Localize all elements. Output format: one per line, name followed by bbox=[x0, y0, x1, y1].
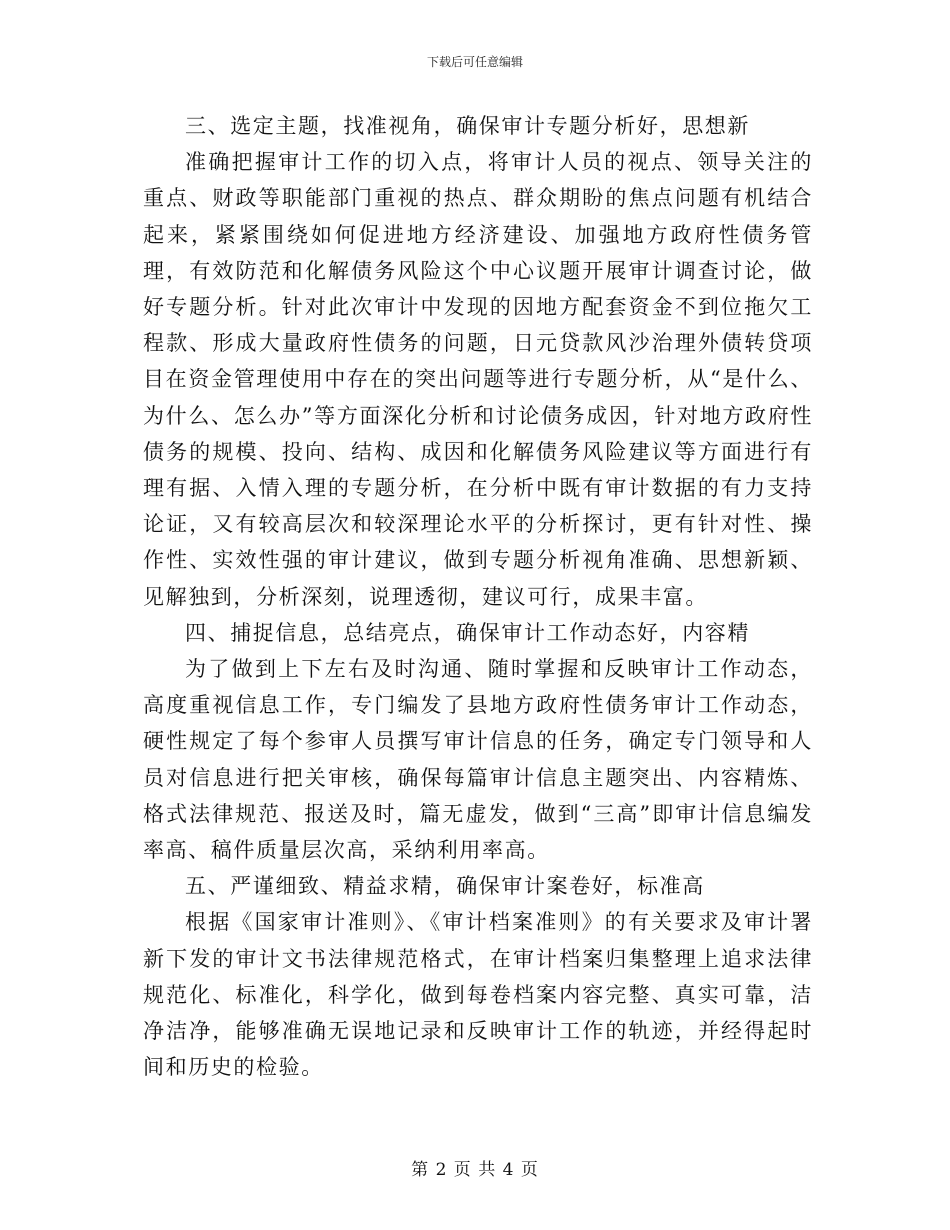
paragraph-topic-analysis: 准确把握审计工作的切入点，将审计人员的视点、领导关注的重点、财政等职能部门重视的热点、群众期盼的焦点问题有机结合起来，紧紧围绕如何促进地方经济建设、加强地方政府性债务管理，有效防范和化解债务风险这个中心议题开展审计调查讨论，做好专题分析。针对此次审计中发现的因地方配套资金不到位拖欠工程款、形成大量政府性债务的问题，日元贷款风沙治理外债转贷项目在资金管理使用中存在的突出问题等进行专题分析，从“是什么、为什么、怎么办”等方面深化分析和讨论债务成因，针对地方政府性债务的规模、投向、结构、成因和化解债务风险建议等方面进行有理有据、入情入理的专题分析，在分析中既有审计数据的有力支持论证，又有较高层次和较深理论水平的分析探讨，更有针对性、操作性、实效性强的审计建议，做到专题分析视角准确、思想新颖、见解独到，分析深刻，说理透彻，建议可行，成果丰富。 bbox=[143, 150, 813, 609]
document-body bbox=[143, 108, 813, 1085]
section-heading-5: 五、严谨细致、精益求精，确保审计案卷好，标准高 bbox=[185, 874, 705, 899]
page-number: 第 2 页 共 4 页 bbox=[411, 1160, 539, 1180]
page-header: 下载后可任意编辑 bbox=[426, 55, 523, 69]
section-heading-3: 三、选定主题，找准视角，确保审计专题分析好，思想新 bbox=[185, 114, 750, 138]
paragraph-audit-archives: 根据《国家审计准则》、《审计档案准则》的有关要求及审计署新下发的审计文书法律规范格式，在审计档案归集整理上追求法律规范化、标准化，科学化，做到每卷档案内容完整、真实可靠，洁净洁净，能够准确无误地记录和反映审计工作的轨迹，并经得起时间和历史的检验。 bbox=[143, 910, 813, 1080]
section-heading-4: 四、捕捉信息，总结亮点，确保审计工作动态好，内容精 bbox=[185, 620, 750, 645]
paragraph-information-work: 为了做到上下左右及时沟通、随时掌握和反映审计工作动态，高度重视信息工作，专门编发了县地方政府性债务审计工作动态，硬性规定了每个参审人员撰写审计信息的任务，确定专门领导和人员对信息进行把关审核，确保每篇审计信息主题突出、内容精炼、格式法律规范、报送及时，篇无虚发，做到“三高”即审计信息编发率高、稿件质量层次高，采纳利用率高。 bbox=[143, 657, 813, 863]
